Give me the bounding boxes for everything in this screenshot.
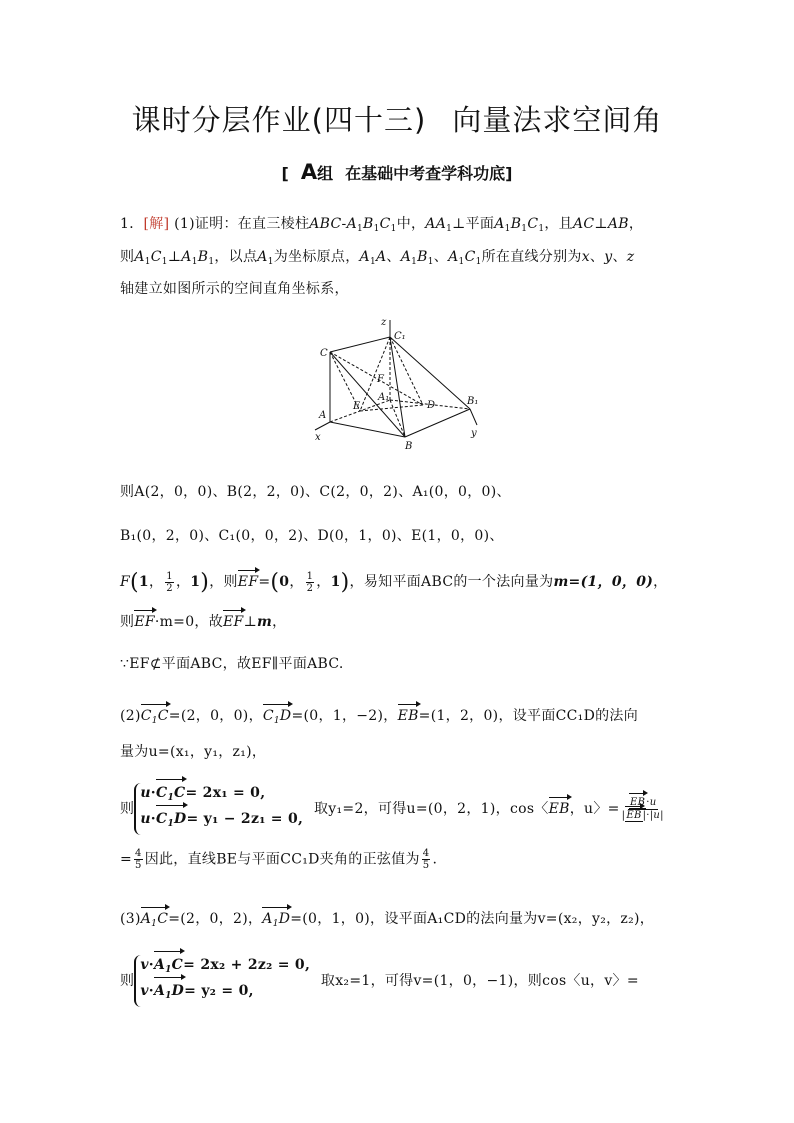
prism-figure — [305, 312, 490, 452]
system1-line: 则 $u\cdot C_1C= 2x_1 = 0$, $u\cdot C_1D= y_1 - 2z_1 = 0$, 取y₁=2，可得u=(0，2，1)，cos〈EB，u〉= $\frac{EB\cdot u}{|EB|\cdot|u|}$ — [120, 783, 666, 835]
fig-label-f: F — [377, 374, 384, 385]
part2-result: = $\frac{4}{5}$ 因此，直线BE与平面CC₁D夹角的正弦值为 $\frac{4}{5}$ . — [120, 848, 438, 871]
part2-line2: 量为u=(x₁，y₁，z₁)， — [120, 744, 267, 760]
part2-line1: $(2)C_1C=(2$，0，0)，$C_1D=(0$，1，−2)，EB=(1，2，0)，设平面CC₁D的法向 — [120, 708, 639, 726]
fig-label-e: E — [353, 401, 361, 412]
fig-label-x: x — [315, 432, 321, 443]
q1-line3: 轴建立如图所示的空间直角坐标系， — [120, 281, 349, 297]
fig-label-c: C — [320, 348, 328, 359]
fig-label-y: y — [471, 428, 477, 439]
fig-label-a1: A₁ — [378, 392, 390, 403]
group-header: [ A组 在基础中考查学科功底] — [281, 160, 513, 184]
parallel-line: ∵EF⊄平面ABC，故EF∥平面ABC. — [120, 656, 344, 672]
part3-line1: $(3)A_1C=(2$，0，2)，$A_1D=(0$，1，0)，设平面A₁CD的法向量为v=(x₂，y₂，z₂)， — [120, 911, 655, 929]
fig-label-a: A — [319, 410, 327, 421]
q1-line2: 则$A_1C_1\perp A_1B_1$，以点$A_1$为坐标原点，$A_1A$、$A_1B_1$、$A_1C_1$所在直线分别为x、y、z — [120, 249, 635, 267]
perp-line: 则EF·m=0，故EF⊥m， — [120, 614, 287, 630]
fig-label-b: B — [405, 441, 413, 452]
ef-line: F(1， $\frac{1}{2}$ ，1)，则EF=(0， $\frac{1}{2}$ ，1)，易知平面ABC的一个法向量为m=(1，0，0)， — [120, 570, 668, 595]
fig-label-d: D — [427, 400, 436, 411]
fig-label-b1: B₁ — [467, 396, 479, 407]
page-title: 课时分层作业(四十三) 向量法求空间角 — [131, 103, 663, 137]
q1-line1: 1．[解] (1)证明：在直三棱柱ABC-$A_1B_1C_1$中，$AA_1\perp$平面$A_1B_1C_1$，且AC⊥AB， — [120, 216, 644, 234]
fig-label-c1: C₁ — [394, 331, 406, 342]
coords-line2: B₁(0，2，0)、C₁(0，0，2)、D(0，1，0)、E(1，0，0)、 — [120, 528, 504, 544]
fig-label-z: z — [381, 317, 387, 328]
coords-line1: 则A(2，0，0)、B(2，2，0)、C(2，0，2)、A₁(0，0，0)、 — [120, 484, 511, 500]
system2-line: 则 $v\cdot A_1C= 2x_2 + 2z_2 = 0$, $v\cdot A_1D= y_2 = 0$, 取x₂=1，可得v=(1，0，−1)，则cos〈u，v〉= — [120, 955, 639, 1007]
